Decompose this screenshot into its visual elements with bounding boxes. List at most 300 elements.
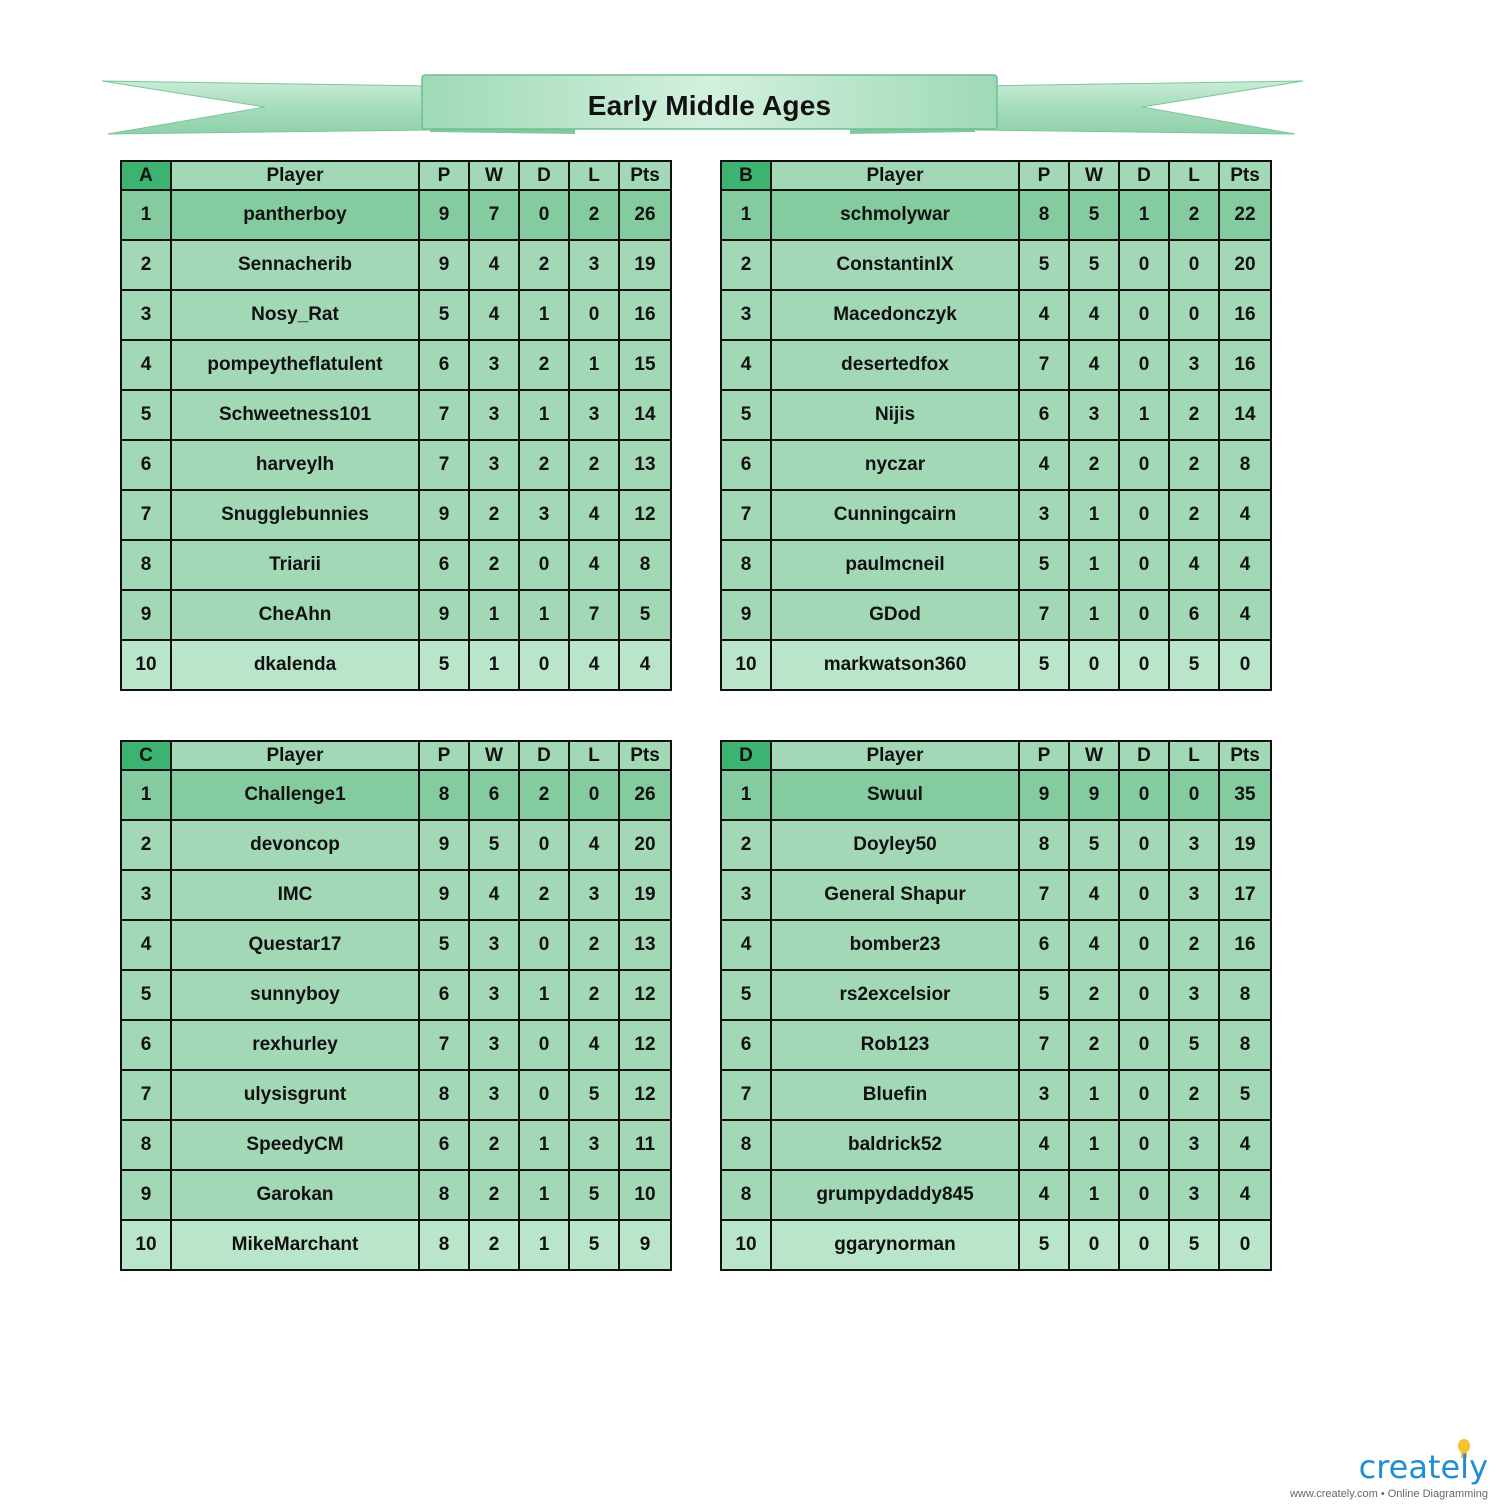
position-cell: 5 (121, 390, 171, 440)
player-name-cell: bomber23 (771, 920, 1019, 970)
position-cell: 2 (121, 240, 171, 290)
table-header-row (121, 161, 671, 190)
player-name-cell: Rob123 (771, 1020, 1019, 1070)
column-header-lost: L (1169, 741, 1219, 770)
position-cell: 4 (121, 340, 171, 390)
table-row (721, 1220, 1271, 1270)
table-row (121, 190, 671, 240)
table-row (721, 820, 1271, 870)
points-cell: 12 (619, 1020, 671, 1070)
played-cell: 6 (1019, 920, 1069, 970)
points-cell: 15 (619, 340, 671, 390)
played-cell: 5 (419, 290, 469, 340)
lost-cell: 2 (569, 190, 619, 240)
drawn-cell: 0 (1119, 1120, 1169, 1170)
column-header-won: W (1069, 741, 1119, 770)
creately-logo[interactable] (1275, 1438, 1500, 1503)
drawn-cell: 1 (519, 1220, 569, 1270)
table-row (121, 640, 671, 690)
won-cell: 5 (469, 820, 519, 870)
played-cell: 9 (419, 190, 469, 240)
column-header-drawn: D (1119, 161, 1169, 190)
position-cell: 7 (721, 1070, 771, 1120)
table-row (721, 1170, 1271, 1220)
player-name-cell: Macedonczyk (771, 290, 1019, 340)
points-cell: 19 (1219, 820, 1271, 870)
drawn-cell: 2 (519, 770, 569, 820)
lost-cell: 3 (1169, 820, 1219, 870)
played-cell: 7 (419, 440, 469, 490)
won-cell: 0 (1069, 640, 1119, 690)
table-row (121, 290, 671, 340)
drawn-cell: 0 (1119, 540, 1169, 590)
player-name-cell: General Shapur (771, 870, 1019, 920)
played-cell: 8 (419, 770, 469, 820)
won-cell: 3 (1069, 390, 1119, 440)
column-header-played: P (419, 741, 469, 770)
player-name-cell: rexhurley (171, 1020, 419, 1070)
player-name-cell: Cunningcairn (771, 490, 1019, 540)
won-cell: 4 (1069, 920, 1119, 970)
position-cell: 3 (121, 870, 171, 920)
position-cell: 10 (721, 1220, 771, 1270)
table-row (721, 640, 1271, 690)
group-a-table (120, 160, 672, 691)
points-cell: 20 (1219, 240, 1271, 290)
points-cell: 13 (619, 440, 671, 490)
played-cell: 9 (419, 820, 469, 870)
player-name-cell: paulmcneil (771, 540, 1019, 590)
position-cell: 9 (721, 590, 771, 640)
won-cell: 0 (1069, 1220, 1119, 1270)
table-row (721, 590, 1271, 640)
won-cell: 5 (1069, 240, 1119, 290)
position-cell: 7 (121, 1070, 171, 1120)
drawn-cell: 0 (1119, 1220, 1169, 1270)
table-row (121, 390, 671, 440)
points-cell: 4 (1219, 1120, 1271, 1170)
played-cell: 9 (419, 240, 469, 290)
lost-cell: 3 (1169, 340, 1219, 390)
drawn-cell: 0 (519, 540, 569, 590)
group-letter: D (721, 741, 771, 770)
position-cell: 4 (721, 340, 771, 390)
drawn-cell: 0 (1119, 590, 1169, 640)
table-row (721, 440, 1271, 490)
player-name-cell: Snugglebunnies (171, 490, 419, 540)
position-cell: 8 (121, 540, 171, 590)
played-cell: 8 (1019, 820, 1069, 870)
played-cell: 7 (1019, 870, 1069, 920)
column-header-points: Pts (619, 161, 671, 190)
drawn-cell: 1 (1119, 390, 1169, 440)
player-name-cell: Sennacherib (171, 240, 419, 290)
table-row (721, 240, 1271, 290)
position-cell: 3 (721, 290, 771, 340)
won-cell: 2 (469, 1220, 519, 1270)
won-cell: 4 (1069, 340, 1119, 390)
won-cell: 2 (469, 540, 519, 590)
won-cell: 4 (469, 290, 519, 340)
table-row (121, 1220, 671, 1270)
position-cell: 10 (121, 640, 171, 690)
group-letter: B (721, 161, 771, 190)
lost-cell: 4 (1169, 540, 1219, 590)
played-cell: 8 (419, 1170, 469, 1220)
points-cell: 8 (1219, 970, 1271, 1020)
points-cell: 16 (1219, 920, 1271, 970)
player-name-cell: Garokan (171, 1170, 419, 1220)
won-cell: 1 (1069, 490, 1119, 540)
lost-cell: 2 (569, 970, 619, 1020)
player-name-cell: Nijis (771, 390, 1019, 440)
player-name-cell: ConstantinIX (771, 240, 1019, 290)
points-cell: 4 (1219, 540, 1271, 590)
lost-cell: 3 (569, 240, 619, 290)
drawn-cell: 0 (1119, 1070, 1169, 1120)
drawn-cell: 1 (1119, 190, 1169, 240)
position-cell: 6 (721, 1020, 771, 1070)
lost-cell: 4 (569, 1020, 619, 1070)
position-cell: 5 (121, 970, 171, 1020)
won-cell: 4 (1069, 870, 1119, 920)
column-header-won: W (469, 741, 519, 770)
group-letter: A (121, 161, 171, 190)
won-cell: 3 (469, 340, 519, 390)
drawn-cell: 0 (519, 920, 569, 970)
logo-tagline: www.creately.com • Online Diagramming (1289, 1488, 1488, 1500)
points-cell: 4 (619, 640, 671, 690)
drawn-cell: 0 (1119, 770, 1169, 820)
position-cell: 6 (721, 440, 771, 490)
position-cell: 4 (121, 920, 171, 970)
player-name-cell: MikeMarchant (171, 1220, 419, 1270)
table-row (121, 1070, 671, 1120)
played-cell: 9 (1019, 770, 1069, 820)
table-row (121, 540, 671, 590)
table-row (121, 920, 671, 970)
position-cell: 9 (121, 1170, 171, 1220)
lost-cell: 3 (569, 870, 619, 920)
won-cell: 1 (1069, 540, 1119, 590)
points-cell: 35 (1219, 770, 1271, 820)
won-cell: 2 (469, 490, 519, 540)
played-cell: 5 (419, 920, 469, 970)
played-cell: 8 (419, 1070, 469, 1120)
position-cell: 5 (721, 390, 771, 440)
points-cell: 12 (619, 490, 671, 540)
points-cell: 16 (619, 290, 671, 340)
table-row (121, 440, 671, 490)
lost-cell: 5 (1169, 640, 1219, 690)
points-cell: 0 (1219, 640, 1271, 690)
player-name-cell: schmolywar (771, 190, 1019, 240)
player-name-cell: dkalenda (171, 640, 419, 690)
lost-cell: 3 (1169, 970, 1219, 1020)
lost-cell: 3 (1169, 1120, 1219, 1170)
lost-cell: 4 (569, 820, 619, 870)
played-cell: 7 (419, 390, 469, 440)
points-cell: 26 (619, 190, 671, 240)
points-cell: 4 (1219, 490, 1271, 540)
played-cell: 4 (1019, 290, 1069, 340)
drawn-cell: 1 (519, 590, 569, 640)
drawn-cell: 0 (1119, 1020, 1169, 1070)
played-cell: 3 (1019, 490, 1069, 540)
lost-cell: 4 (569, 490, 619, 540)
won-cell: 2 (469, 1170, 519, 1220)
table-row (121, 1120, 671, 1170)
table-row (121, 1170, 671, 1220)
drawn-cell: 0 (519, 1020, 569, 1070)
player-name-cell: rs2excelsior (771, 970, 1019, 1020)
player-name-cell: baldrick52 (771, 1120, 1019, 1170)
points-cell: 9 (619, 1220, 671, 1270)
position-cell: 8 (121, 1120, 171, 1170)
points-cell: 19 (619, 240, 671, 290)
points-cell: 13 (619, 920, 671, 970)
played-cell: 4 (1019, 440, 1069, 490)
lost-cell: 5 (1169, 1220, 1219, 1270)
table-row (121, 870, 671, 920)
column-header-player: Player (771, 161, 1019, 190)
won-cell: 1 (1069, 1120, 1119, 1170)
player-name-cell: Schweetness101 (171, 390, 419, 440)
lost-cell: 5 (1169, 1020, 1219, 1070)
drawn-cell: 2 (519, 340, 569, 390)
played-cell: 5 (1019, 970, 1069, 1020)
table-row (721, 290, 1271, 340)
won-cell: 6 (469, 770, 519, 820)
table-row (721, 540, 1271, 590)
played-cell: 9 (419, 590, 469, 640)
column-header-player: Player (171, 161, 419, 190)
points-cell: 5 (1219, 1070, 1271, 1120)
lost-cell: 7 (569, 590, 619, 640)
table-row (721, 870, 1271, 920)
won-cell: 7 (469, 190, 519, 240)
player-name-cell: pompeytheflatulent (171, 340, 419, 390)
column-header-lost: L (569, 161, 619, 190)
table-row (721, 970, 1271, 1020)
page-title: Early Middle Ages (587, 90, 832, 121)
position-cell: 10 (721, 640, 771, 690)
player-name-cell: IMC (171, 870, 419, 920)
drawn-cell: 1 (519, 1120, 569, 1170)
points-cell: 4 (1219, 1170, 1271, 1220)
won-cell: 2 (1069, 1020, 1119, 1070)
won-cell: 5 (1069, 820, 1119, 870)
played-cell: 7 (1019, 340, 1069, 390)
group-d-table (720, 740, 1272, 1271)
table-header-row (721, 741, 1271, 770)
won-cell: 4 (1069, 290, 1119, 340)
points-cell: 20 (619, 820, 671, 870)
drawn-cell: 3 (519, 490, 569, 540)
table-row (121, 820, 671, 870)
drawn-cell: 0 (1119, 820, 1169, 870)
table-row (721, 1020, 1271, 1070)
player-name-cell: pantherboy (171, 190, 419, 240)
column-header-won: W (469, 161, 519, 190)
player-name-cell: SpeedyCM (171, 1120, 419, 1170)
logo-wordmark: creately (1358, 1448, 1488, 1486)
played-cell: 7 (1019, 1020, 1069, 1070)
player-name-cell: grumpydaddy845 (771, 1170, 1019, 1220)
table-row (721, 190, 1271, 240)
table-row (721, 1070, 1271, 1120)
lost-cell: 5 (569, 1070, 619, 1120)
points-cell: 14 (1219, 390, 1271, 440)
lost-cell: 2 (569, 920, 619, 970)
won-cell: 4 (469, 240, 519, 290)
points-cell: 10 (619, 1170, 671, 1220)
column-header-drawn: D (519, 161, 569, 190)
lost-cell: 3 (1169, 870, 1219, 920)
points-cell: 8 (619, 540, 671, 590)
played-cell: 3 (1019, 1070, 1069, 1120)
drawn-cell: 0 (1119, 970, 1169, 1020)
points-cell: 16 (1219, 290, 1271, 340)
lost-cell: 0 (569, 770, 619, 820)
drawn-cell: 1 (519, 390, 569, 440)
played-cell: 5 (1019, 1220, 1069, 1270)
lost-cell: 1 (569, 340, 619, 390)
column-header-points: Pts (1219, 161, 1271, 190)
table-row (721, 920, 1271, 970)
drawn-cell: 2 (519, 240, 569, 290)
won-cell: 4 (469, 870, 519, 920)
drawn-cell: 0 (1119, 240, 1169, 290)
group-b-table (720, 160, 1272, 691)
column-header-won: W (1069, 161, 1119, 190)
column-header-played: P (1019, 161, 1069, 190)
column-header-points: Pts (619, 741, 671, 770)
won-cell: 1 (469, 640, 519, 690)
drawn-cell: 0 (1119, 340, 1169, 390)
lost-cell: 5 (569, 1170, 619, 1220)
won-cell: 2 (1069, 970, 1119, 1020)
position-cell: 1 (121, 770, 171, 820)
table-row (121, 1020, 671, 1070)
won-cell: 3 (469, 920, 519, 970)
table-header-row (721, 161, 1271, 190)
played-cell: 6 (419, 1120, 469, 1170)
points-cell: 14 (619, 390, 671, 440)
drawn-cell: 0 (519, 640, 569, 690)
lost-cell: 2 (1169, 390, 1219, 440)
table-row (721, 490, 1271, 540)
points-cell: 4 (1219, 590, 1271, 640)
position-cell: 1 (721, 770, 771, 820)
lost-cell: 2 (1169, 490, 1219, 540)
player-name-cell: Swuul (771, 770, 1019, 820)
position-cell: 2 (721, 240, 771, 290)
drawn-cell: 0 (1119, 490, 1169, 540)
won-cell: 3 (469, 440, 519, 490)
drawn-cell: 0 (1119, 870, 1169, 920)
points-cell: 12 (619, 970, 671, 1020)
player-name-cell: Questar17 (171, 920, 419, 970)
position-cell: 8 (721, 540, 771, 590)
drawn-cell: 0 (519, 820, 569, 870)
drawn-cell: 0 (1119, 1170, 1169, 1220)
position-cell: 7 (721, 490, 771, 540)
played-cell: 5 (1019, 540, 1069, 590)
points-cell: 16 (1219, 340, 1271, 390)
player-name-cell: CheAhn (171, 590, 419, 640)
won-cell: 5 (1069, 190, 1119, 240)
table-row (121, 970, 671, 1020)
lost-cell: 3 (569, 1120, 619, 1170)
table-row (721, 770, 1271, 820)
lost-cell: 2 (1169, 920, 1219, 970)
won-cell: 9 (1069, 770, 1119, 820)
group-c-table (120, 740, 672, 1271)
column-header-drawn: D (1119, 741, 1169, 770)
position-cell: 1 (121, 190, 171, 240)
player-name-cell: Bluefin (771, 1070, 1019, 1120)
points-cell: 19 (619, 870, 671, 920)
player-name-cell: GDod (771, 590, 1019, 640)
drawn-cell: 2 (519, 440, 569, 490)
won-cell: 3 (469, 390, 519, 440)
won-cell: 3 (469, 1020, 519, 1070)
played-cell: 6 (419, 970, 469, 1020)
lost-cell: 6 (1169, 590, 1219, 640)
table-row (121, 240, 671, 290)
player-name-cell: ulysisgrunt (171, 1070, 419, 1120)
won-cell: 1 (469, 590, 519, 640)
player-name-cell: Challenge1 (171, 770, 419, 820)
position-cell: 3 (721, 870, 771, 920)
drawn-cell: 0 (1119, 920, 1169, 970)
played-cell: 9 (419, 490, 469, 540)
drawn-cell: 0 (1119, 640, 1169, 690)
played-cell: 8 (1019, 190, 1069, 240)
table-row (721, 1120, 1271, 1170)
played-cell: 7 (1019, 590, 1069, 640)
points-cell: 8 (1219, 440, 1271, 490)
lost-cell: 5 (569, 1220, 619, 1270)
position-cell: 7 (121, 490, 171, 540)
position-cell: 3 (121, 290, 171, 340)
lost-cell: 4 (569, 540, 619, 590)
lost-cell: 2 (569, 440, 619, 490)
position-cell: 8 (721, 1120, 771, 1170)
played-cell: 6 (419, 340, 469, 390)
table-row (721, 340, 1271, 390)
played-cell: 7 (419, 1020, 469, 1070)
played-cell: 6 (1019, 390, 1069, 440)
lost-cell: 4 (569, 640, 619, 690)
drawn-cell: 2 (519, 870, 569, 920)
won-cell: 3 (469, 1070, 519, 1120)
points-cell: 17 (1219, 870, 1271, 920)
table-row (121, 490, 671, 540)
drawn-cell: 0 (519, 190, 569, 240)
table-row (721, 390, 1271, 440)
column-header-drawn: D (519, 741, 569, 770)
player-name-cell: desertedfox (771, 340, 1019, 390)
column-header-lost: L (569, 741, 619, 770)
player-name-cell: ggarynorman (771, 1220, 1019, 1270)
lost-cell: 0 (569, 290, 619, 340)
player-name-cell: nyczar (771, 440, 1019, 490)
drawn-cell: 1 (519, 970, 569, 1020)
drawn-cell: 0 (519, 1070, 569, 1120)
column-header-points: Pts (1219, 741, 1271, 770)
